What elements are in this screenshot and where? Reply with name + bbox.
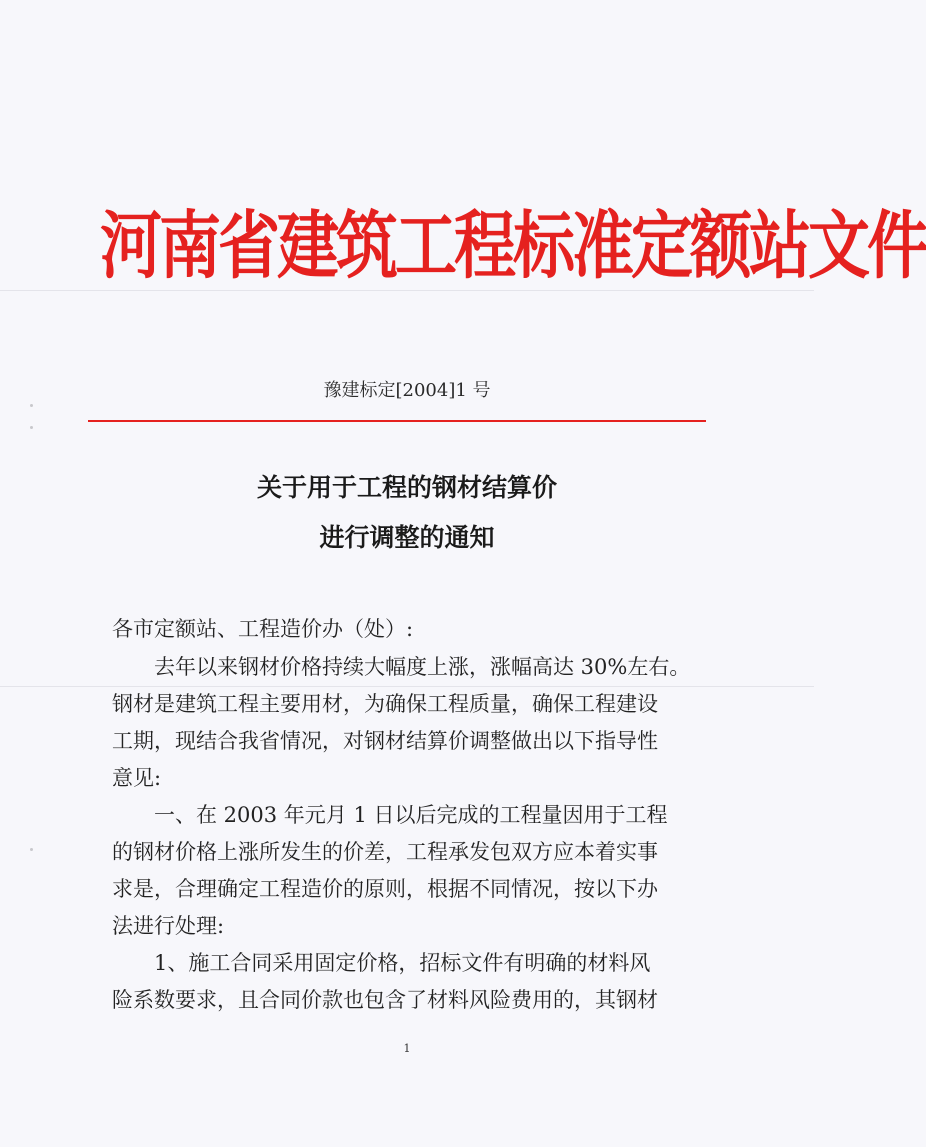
body-line: 险系数要求，且合同价款也包含了材料风险费用的，其钢材: [112, 988, 658, 1012]
document-number: 豫建标定[2004]1 号: [323, 380, 491, 401]
document-header-title: 河南省建筑工程标准定额站文件: [100, 202, 926, 289]
paper-speck: [30, 426, 33, 429]
body-line: 法进行处理:: [112, 914, 225, 938]
body-line: 求是，合理确定工程造价的原则，根据不同情况，按以下办: [112, 877, 658, 901]
body-line: 的钢材价格上涨所发生的价差，工程承发包双方应本着实事: [112, 840, 658, 864]
notice-title-line-1: 关于用于工程的钢材结算价: [256, 473, 557, 502]
body-line: 各市定额站、工程造价办（处）:: [112, 617, 414, 641]
page-number: 1: [403, 1042, 411, 1055]
body-line: 去年以来钢材价格持续大幅度上涨，涨幅高达 30%左右。: [112, 655, 691, 679]
body-line: 一、在 2003 年元月 1 日以后完成的工程量因用于工程: [112, 803, 668, 827]
notice-title-line-2: 进行调整的通知: [319, 523, 495, 552]
body-line: 意见:: [112, 766, 162, 790]
paper-speck: [30, 848, 33, 851]
body-line: 1、施工合同采用固定价格，招标文件有明确的材料风: [112, 951, 651, 975]
red-divider-line: [88, 420, 706, 422]
body-line: 工期，现结合我省情况，对钢材结算价调整做出以下指导性: [112, 729, 658, 753]
body-line: 钢材是建筑工程主要用材，为确保工程质量，确保工程建设: [112, 692, 658, 716]
